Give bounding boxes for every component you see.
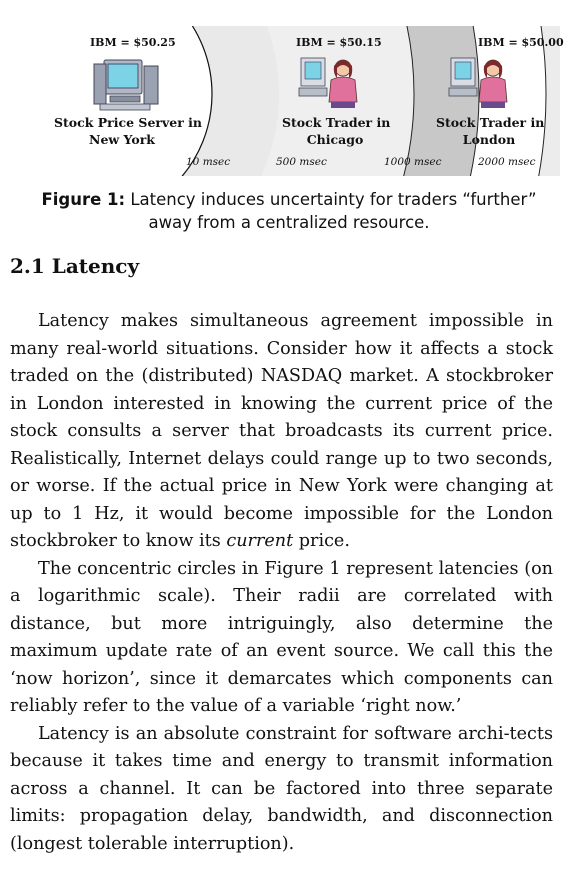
latency-2000: 2000 msec	[478, 156, 536, 168]
caption-label: Figure 1:	[41, 190, 126, 209]
paragraph-1-end: price.	[293, 531, 350, 551]
paragraph-1-emphasis: current	[226, 531, 294, 551]
price-london: IBM = $50.00	[478, 36, 564, 49]
paragraph-3: Latency is an absolute constraint for software archi-tects because it takes time and energy to transmit information across a channel. It can be factored into three separate limits: propagation delay, bandwidth, and disconnection (longest tolerable interruption).	[10, 723, 553, 854]
paragraph-1-text: Latency makes simultaneous agreement impossible in many real-world situations. Consider how it affects a stock traded on the (distributed) NASDAQ market. A stockbroker in London interested in knowing the current price of the stock consults a server that broadcasts its current price. Realistically, Internet delays could range up to two seconds, or worse. If the actual price in New York were changing at up to 1 Hz, it would become impossible for the London stockbroker to know its	[10, 311, 553, 551]
label-chicago	[282, 114, 391, 148]
caption-text-line1: Latency induces uncertainty for traders “further”	[130, 190, 537, 209]
label-new-york-line2: New York	[89, 132, 155, 147]
paragraph-1	[10, 308, 553, 556]
latency-figure	[14, 26, 564, 176]
section-heading: 2.1 Latency	[10, 254, 140, 278]
body-text	[10, 308, 553, 858]
latency-10: 10 msec	[186, 156, 231, 168]
label-london	[436, 114, 545, 148]
caption-line1	[10, 188, 568, 211]
label-london-line1: Stock Trader in	[436, 115, 545, 130]
latency-1000: 1000 msec	[384, 156, 442, 168]
label-new-york	[54, 114, 202, 148]
label-london-line2: London	[462, 132, 516, 147]
figure-caption	[10, 188, 568, 234]
caption-line2: away from a centralized resource.	[148, 213, 430, 232]
label-new-york-line1: Stock Price Server in	[54, 115, 202, 130]
latency-500: 500 msec	[276, 156, 327, 168]
price-chicago: IBM = $50.15	[296, 36, 382, 49]
label-chicago-line1: Stock Trader in	[282, 115, 391, 130]
paragraph-2: The concentric circles in Figure 1 represent latencies (on a logarithmic scale). Their radii are correlated with distance, but more intriguingly, also determine the maximum update rate of an event source. We call this the ‘now horizon’, since it demarcates which components can reliably refer to the value of a variable ‘right now.’	[10, 558, 553, 716]
price-new-york: IBM = $50.25	[90, 36, 176, 49]
label-chicago-line2: Chicago	[306, 132, 364, 147]
